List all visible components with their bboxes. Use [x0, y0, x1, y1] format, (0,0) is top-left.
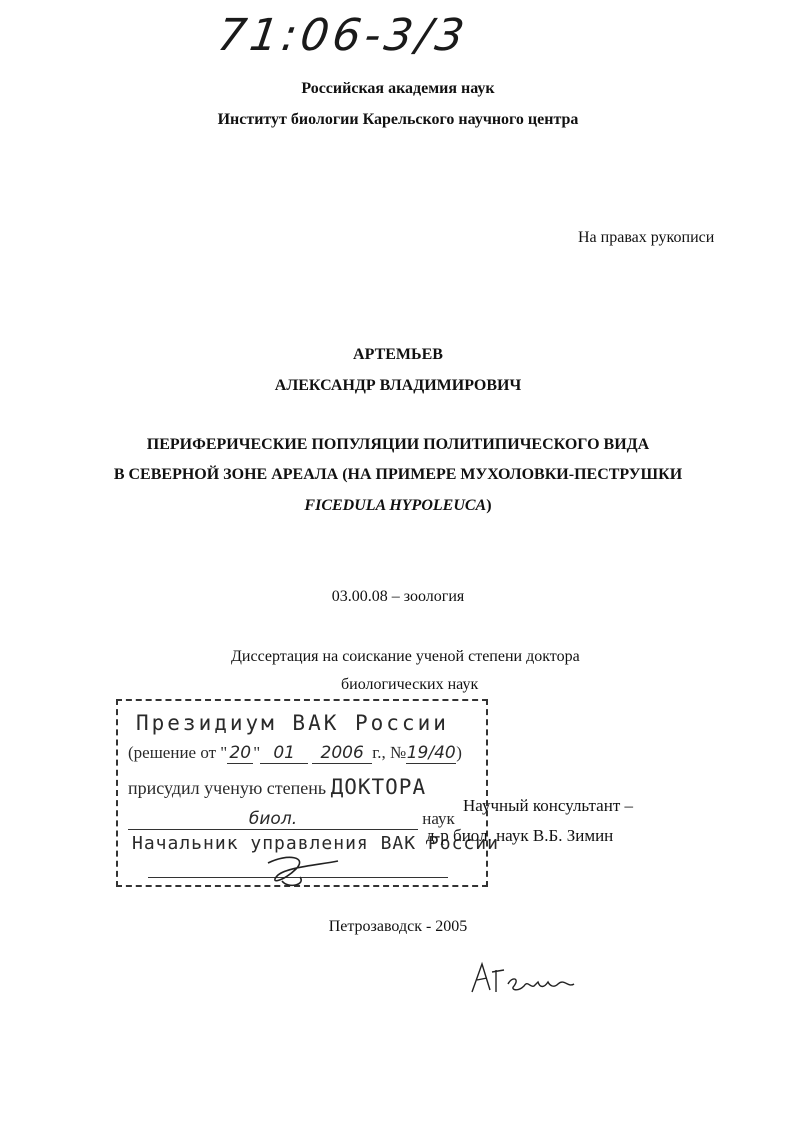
- title-line-1: ПЕРИФЕРИЧЕСКИЕ ПОПУЛЯЦИИ ПОЛИТИПИЧЕСКОГО ВИДА: [146, 436, 650, 453]
- degree-line-1: Диссертация на соискание ученой степени доктора: [231, 648, 580, 665]
- stamp-field: биол.: [128, 809, 418, 830]
- author-given-names: АЛЕКСАНДР ВЛАДИМИРОВИЧ: [274, 377, 522, 394]
- author-surname: АРТЕМЬЕВ: [353, 346, 443, 363]
- stamp-signature: [248, 851, 368, 891]
- consultant-name: д-р биол. наук В.Б. Зимин: [426, 826, 614, 845]
- stamp-decision: [128, 743, 462, 764]
- stamp-header: Президиум ВАК России: [136, 711, 449, 735]
- stamp-month: 01: [260, 743, 308, 764]
- stamp-year-suffix: г., №: [372, 743, 407, 762]
- stamp-quote: ": [253, 743, 261, 762]
- stamp-degree-line: [128, 775, 426, 799]
- place-year: Петрозаводск - 2005: [328, 918, 468, 935]
- title-closing-paren: ): [486, 497, 492, 514]
- specialty-code: 03.00.08 – зоология: [331, 588, 465, 605]
- title-line-3: [0, 497, 796, 515]
- manuscript-note: На правах рукописи: [578, 229, 715, 246]
- species-name: FICEDULA HYPOLEUCA: [304, 497, 487, 514]
- consultant-label: Научный консультант –: [463, 796, 633, 815]
- stamp-head-title: Начальник управления ВАК России: [132, 833, 499, 854]
- stamp-day: 20: [227, 743, 253, 764]
- vak-stamp: [116, 699, 499, 887]
- author-signature: [468, 958, 588, 998]
- stamp-year: 2006: [312, 743, 372, 764]
- handwritten-archive-number: 71:06-3/3: [214, 10, 472, 61]
- title-line-2: В СЕВЕРНОЙ ЗОНЕ АРЕАЛА (НА ПРИМЕРЕ МУХОЛОВКИ-ПЕСТРУШКИ: [113, 466, 683, 483]
- academy-name: Российская академия наук: [301, 80, 495, 97]
- institute-name: Институт биологии Карельского научного центра: [217, 111, 579, 128]
- stamp-closing: ): [456, 743, 462, 762]
- stamp-number: 19/40: [406, 743, 456, 763]
- stamp-degree-value: ДОКТОРА: [330, 775, 427, 799]
- stamp-field-suffix: наук: [422, 809, 455, 828]
- stamp-degree-prefix: присудил ученую степень: [128, 778, 327, 798]
- degree-line-2: биологических наук: [341, 676, 479, 693]
- stamp-field-line: [128, 809, 455, 830]
- stamp-decision-prefix: (решение от ": [128, 743, 228, 762]
